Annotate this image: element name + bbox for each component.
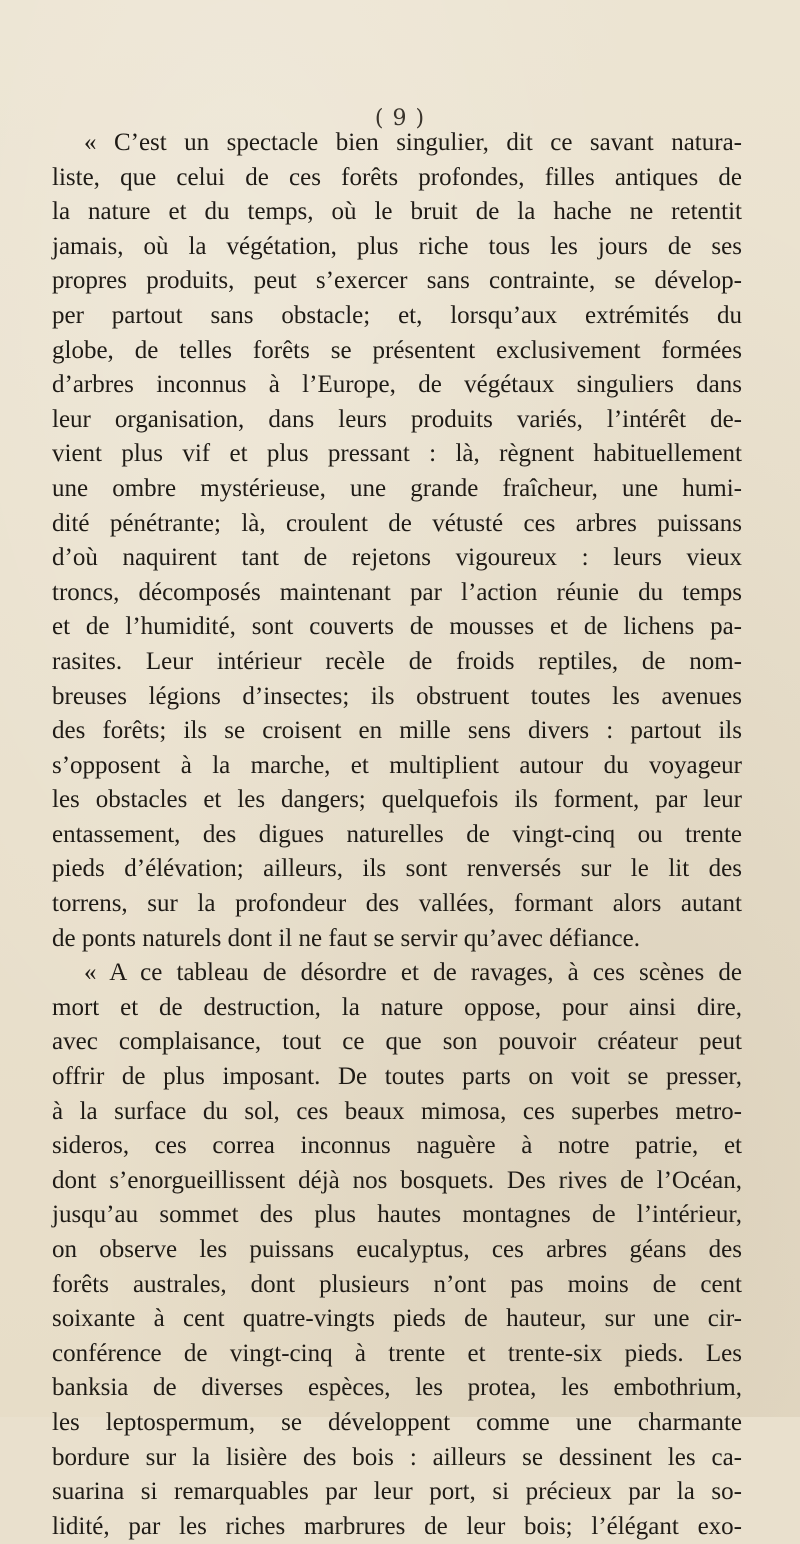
text-line: les obstacles et les dangers; quelquefois ils forment, par leur <box>52 786 742 814</box>
text-line: forêts australes, dont plusieurs n’ont pas moins de cent <box>52 1270 742 1298</box>
text-line: offrir de plus imposant. De toutes parts on voit se presser, <box>52 1063 742 1091</box>
text-line: avec complaisance, tout ce que son pouvoir créateur peut <box>52 1028 742 1056</box>
page-number: ( 9 ) <box>374 106 426 131</box>
text-line: vient plus vif et plus pressant : là, règnent habituellement <box>52 440 742 468</box>
text-line: de ponts naturels dont il ne faut se servir qu’avec défiance. <box>52 924 640 952</box>
text-line: bordure sur la lisière des bois : ailleurs se dessinent les ca- <box>52 1443 742 1471</box>
text-line: banksia de diverses espèces, les protea, les embothrium, <box>52 1374 742 1402</box>
text-line: conférence de vingt-cinq à trente et trente-six pieds. Les <box>52 1339 742 1367</box>
text-line: lidité, par les riches marbrures de leur bois; l’élégant exo- <box>52 1512 742 1540</box>
text-line: entassement, des digues naturelles de vingt-cinq ou trente <box>52 820 742 848</box>
text-line: « C’est un spectacle bien singulier, dit ce savant natura- <box>84 129 742 156</box>
text-line: « A ce tableau de désordre et de ravages, à ces scènes de <box>84 959 742 987</box>
text-line: d’où naquirent tant de rejetons vigoureux : leurs vieux <box>52 544 742 572</box>
text-line: dité pénétrante; là, croulent de vétusté ces arbres puissans <box>52 509 742 537</box>
text-line: propres produits, peut s’exercer sans contrainte, se dévelop- <box>52 267 742 295</box>
text-line: la nature et du temps, où le bruit de la hache ne retentit <box>52 198 742 226</box>
text-line: soixante à cent quatre-vingts pieds de hauteur, sur une cir- <box>52 1305 742 1333</box>
text-line: troncs, décomposés maintenant par l’action réunie du temps <box>52 578 742 606</box>
text-line: jusqu’au sommet des plus hautes montagnes de l’intérieur, <box>52 1201 742 1229</box>
text-line: les leptospermum, se développent comme une charmante <box>52 1408 742 1436</box>
text-line: mort et de destruction, la nature oppose, pour ainsi dire, <box>52 993 742 1021</box>
text-line: liste, que celui de ces forêts profondes, filles antiques de <box>52 163 742 191</box>
text-line: suarina si remarquables par leur port, si précieux par la so- <box>52 1478 742 1506</box>
text-line: des forêts; ils se croisent en mille sens divers : partout ils <box>52 717 742 745</box>
text-line: rasites. Leur intérieur recèle de froids reptiles, de nom- <box>52 647 742 675</box>
text-line: pieds d’élévation; ailleurs, ils sont renversés sur le lit des <box>52 855 742 883</box>
text-line: jamais, où la végétation, plus riche tous les jours de ses <box>52 232 742 260</box>
body-text <box>52 126 742 1544</box>
text-line: on observe les puissans eucalyptus, ces arbres géans des <box>52 1236 742 1263</box>
text-line: torrens, sur la profondeur des vallées, formant alors autant <box>52 890 742 918</box>
text-line: sideros, ces correa inconnus naguère à notre patrie, et <box>52 1132 742 1160</box>
text-line: per partout sans obstacle; et, lorsqu’aux extrémités du <box>52 301 742 329</box>
text-line: globe, de telles forêts se présentent exclusivement formées <box>52 336 742 364</box>
text-line: une ombre mystérieuse, une grande fraîcheur, une humi- <box>52 474 742 502</box>
text-line: dont s’enorgueillissent déjà nos bosquets. Des rives de l’Océan, <box>52 1166 742 1194</box>
text-line: et de l’humidité, sont couverts de mousses et de lichens pa- <box>52 613 742 641</box>
text-line: à la surface du sol, ces beaux mimosa, ces superbes metro- <box>52 1097 742 1125</box>
text-line: s’opposent à la marche, et multiplient autour du voyageur <box>52 751 742 779</box>
text-line: d’arbres inconnus à l’Europe, de végétaux singuliers dans <box>52 371 742 399</box>
text-line: breuses légions d’insectes; ils obstruent toutes les avenues <box>52 682 742 710</box>
text-line: leur organisation, dans leurs produits variés, l’intérêt de- <box>52 405 742 433</box>
